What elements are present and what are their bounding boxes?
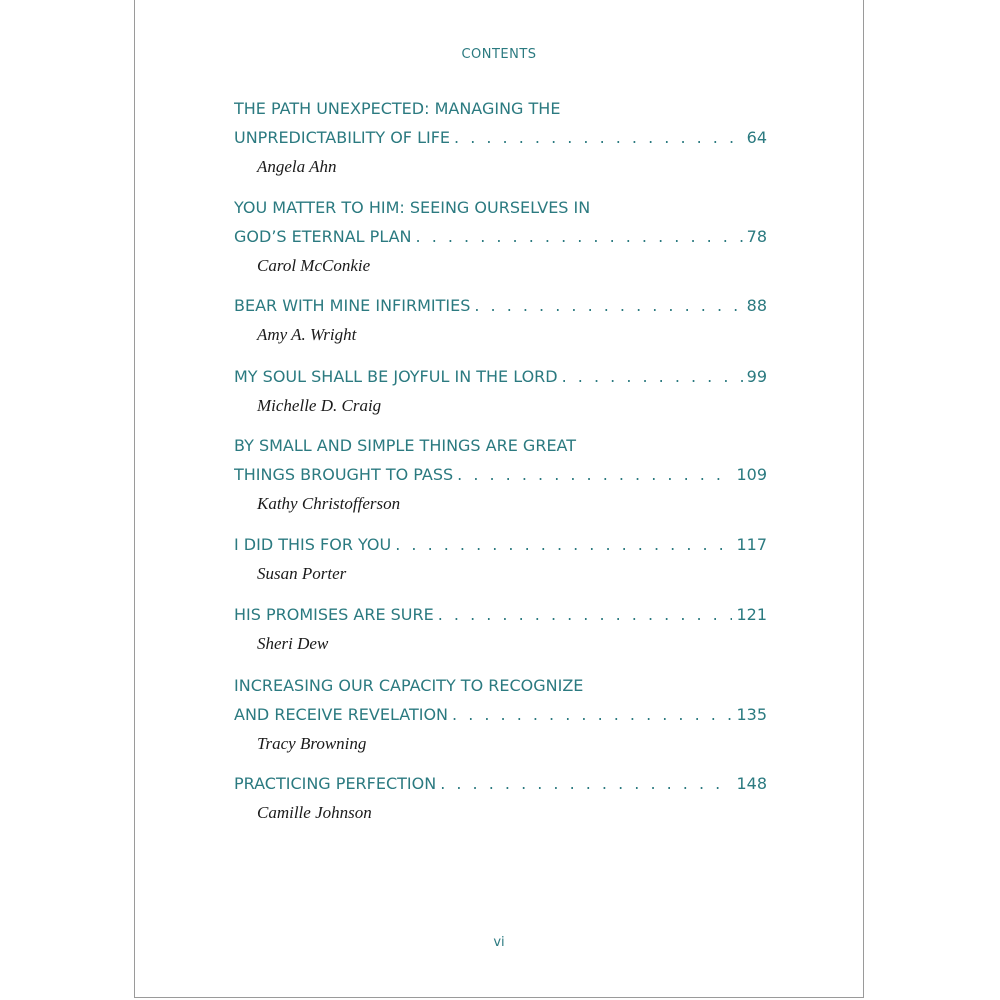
page-number: 88	[746, 296, 767, 315]
leader-dots	[440, 769, 732, 798]
page-folio: vi	[493, 935, 505, 950]
toc-entry	[234, 291, 767, 350]
toc-entry	[234, 671, 767, 759]
page-number: 121	[736, 605, 767, 624]
entry-author: Susan Porter	[257, 564, 347, 583]
entry-author: Amy A. Wright	[257, 325, 357, 344]
entry-title-line	[234, 769, 767, 798]
contents-heading: CONTENTS	[461, 47, 537, 62]
page-number: 117	[736, 535, 767, 554]
page-number: 78	[746, 227, 767, 246]
toc-entry	[234, 94, 767, 182]
leader-dots	[416, 222, 743, 251]
entry-title: AND RECEIVE REVELATION	[234, 705, 449, 724]
entry-author: Camille Johnson	[257, 803, 372, 822]
toc-entry	[234, 431, 767, 519]
page-number: 148	[736, 774, 767, 793]
toc-entry	[234, 769, 767, 828]
entry-author: Kathy Christofferson	[257, 494, 401, 513]
entry-title: I DID THIS FOR YOU	[234, 535, 392, 554]
entry-author: Angela Ahn	[257, 157, 337, 176]
page-number: 99	[746, 367, 767, 386]
entry-title-line-2	[234, 123, 767, 152]
entry-author: Carol McConkie	[257, 256, 371, 275]
leader-dots	[438, 600, 733, 629]
leader-dots	[395, 530, 732, 559]
toc-entry	[234, 362, 767, 421]
page-number: 64	[746, 128, 767, 147]
entry-author: Michelle D. Craig	[257, 396, 382, 415]
toc-entry	[234, 530, 767, 589]
page-number: 109	[736, 465, 767, 484]
leader-dots	[474, 291, 742, 320]
toc-entry	[234, 193, 767, 281]
entry-title-line-1: INCREASING OUR CAPACITY TO RECOGNIZE	[234, 676, 584, 695]
entry-title-line-2	[234, 700, 767, 729]
entry-title-line	[234, 600, 767, 629]
entry-title-line	[234, 291, 767, 320]
toc-entry	[234, 600, 767, 659]
entry-title-line-1: YOU MATTER TO HIM: SEEING OURSELVES IN	[234, 198, 591, 217]
entry-title: HIS PROMISES ARE SURE	[234, 605, 434, 624]
entry-title-line-2	[234, 460, 767, 489]
entry-title-line-2	[234, 222, 767, 251]
leader-dots	[454, 123, 743, 152]
entry-author: Tracy Browning	[257, 734, 367, 753]
page-number: 135	[736, 705, 767, 724]
entry-title: MY SOUL SHALL BE JOYFUL IN THE LORD	[234, 367, 558, 386]
entry-author: Sheri Dew	[257, 634, 329, 653]
leader-dots	[452, 700, 732, 729]
book-page	[134, 0, 864, 998]
entry-title-line	[234, 530, 767, 559]
entry-title-line	[234, 362, 767, 391]
leader-dots	[562, 362, 743, 391]
entry-title: THINGS BROUGHT TO PASS	[234, 465, 454, 484]
entry-title: PRACTICING PERFECTION	[234, 774, 437, 793]
entry-title-line-1: THE PATH UNEXPECTED: MANAGING THE	[234, 99, 561, 118]
entry-title: UNPREDICTABILITY OF LIFE	[234, 128, 451, 147]
leader-dots	[457, 460, 732, 489]
entry-title: BEAR WITH MINE INFIRMITIES	[234, 296, 471, 315]
entry-title: GOD’S ETERNAL PLAN	[234, 227, 412, 246]
entry-title-line-1: BY SMALL AND SIMPLE THINGS ARE GREAT	[234, 436, 577, 455]
